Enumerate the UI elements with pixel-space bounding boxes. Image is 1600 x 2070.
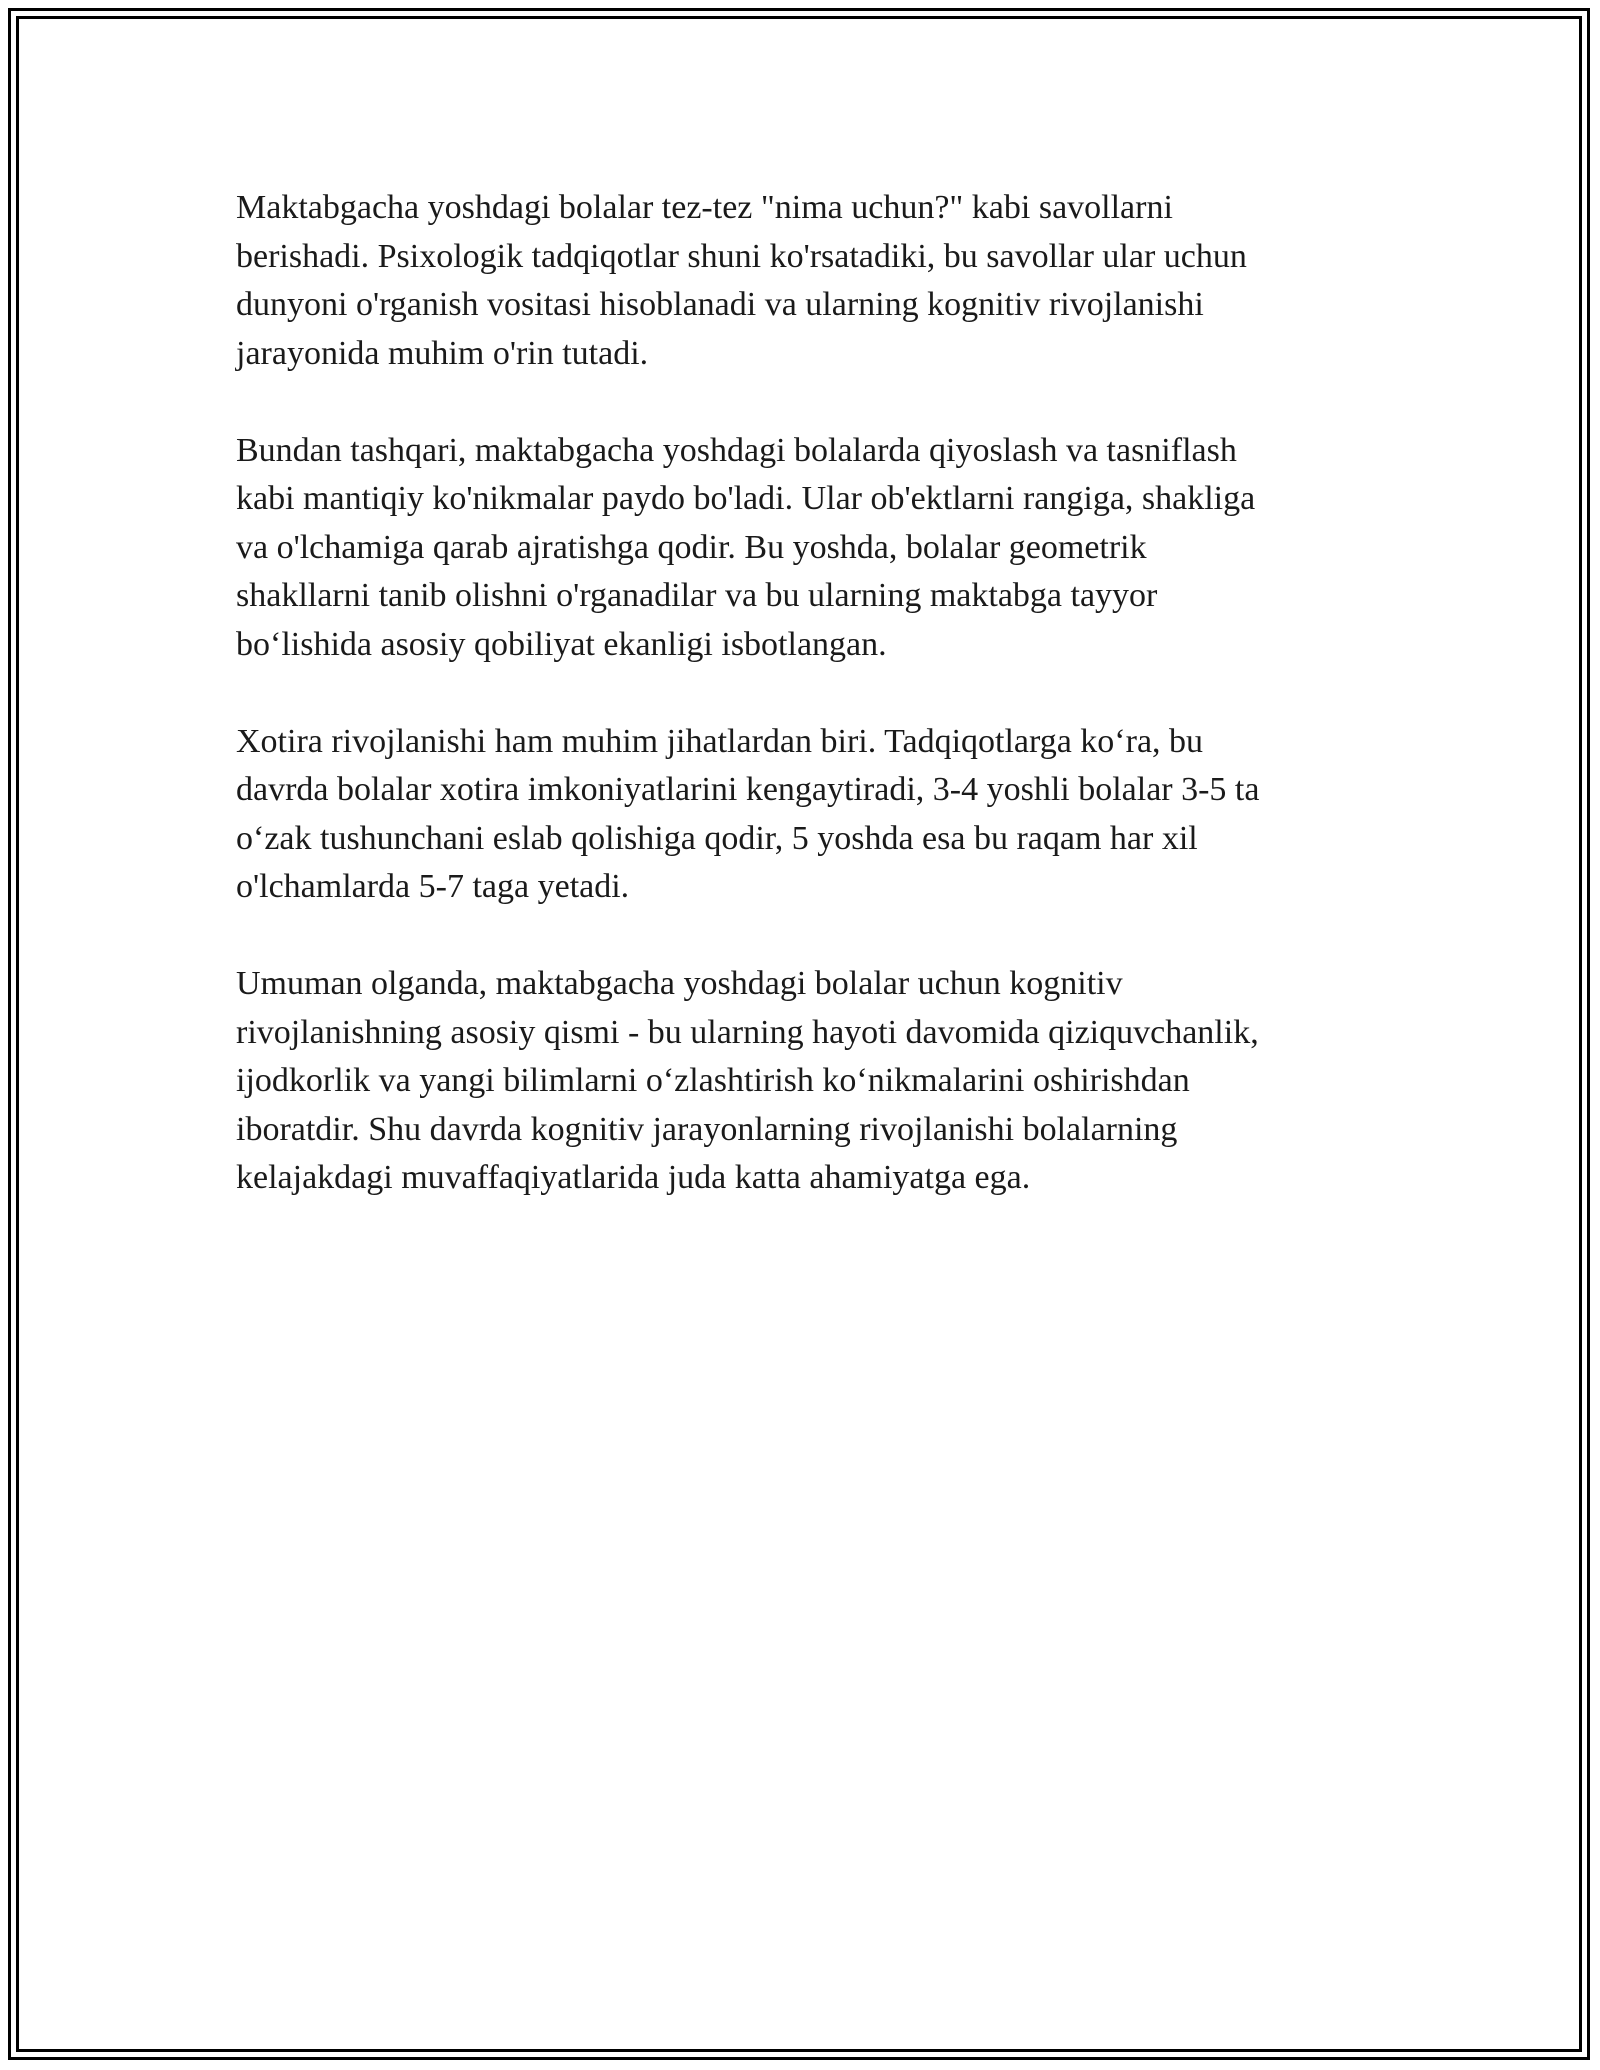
text-line: ijodkorlik va yangi bilimlarni o‘zlashtirish ko‘nikmalarini oshirishdan — [236, 1062, 1190, 1099]
text-line: rivojlanishning asosiy qismi - bu ularning hayoti davomida qiziquvchanlik, — [236, 1013, 1259, 1051]
text-line: berishadi. Psixologik tadqiqotlar shuni ko'rsatadiki, bu savollar ular uchun — [236, 237, 1247, 275]
text-line: o'lchamlarda 5-7 taga yetadi. — [236, 868, 630, 905]
text-line: Umuman olganda, maktabgacha yoshdagi bolalar uchun kognitiv — [236, 965, 1123, 1002]
text-line: iboratdir. Shu davrda kognitiv jarayonlarning rivojlanishi bolalarning — [236, 1110, 1178, 1148]
text-line: o‘zak tushunchani eslab qolishiga qodir, 5 yoshda esa bu raqam har xil — [236, 819, 1198, 857]
text-line: Bundan tashqari, maktabgacha yoshdagi bolalarda qiyoslash va tasniflash — [236, 431, 1237, 469]
paragraph-conclusion — [236, 960, 1386, 1203]
text-line: Xotira rivojlanishi ham muhim jihatlardan biri. Tadqiqotlarga ko‘ra, bu — [236, 722, 1204, 760]
document-body — [236, 184, 1386, 1251]
paragraph-questions — [236, 184, 1386, 378]
text-line: kelajakdagi muvaffaqiyatlarida juda katta ahamiyatga ega. — [236, 1159, 1031, 1196]
text-line: va o'lchamiga qarab ajratishga qodir. Bu yoshda, bolalar geometrik — [236, 528, 1147, 566]
text-line: davrda bolalar xotira imkoniyatlarini kengaytiradi, 3-4 yoshli bolalar 3-5 ta — [236, 771, 1260, 808]
text-line: bo‘lishida asosiy qobiliyat ekanligi isbotlangan. — [236, 625, 887, 663]
text-line: jarayonida muhim o'rin tutadi. — [236, 334, 649, 372]
paragraph-memory — [236, 718, 1386, 912]
paragraph-logic-skills — [236, 427, 1386, 670]
text-line: Maktabgacha yoshdagi bolalar tez-tez "nima uchun?" kabi savollarni — [236, 189, 1173, 226]
text-line: kabi mantiqiy ko'nikmalar paydo bo'ladi. Ular ob'ektlarni rangiga, shakliga — [236, 480, 1256, 517]
text-line: shakllarni tanib olishni o'rganadilar va bu ularning maktabga tayyor — [236, 577, 1158, 614]
text-line: dunyoni o'rganish vositasi hisoblanadi va ularning kognitiv rivojlanishi — [236, 286, 1204, 323]
